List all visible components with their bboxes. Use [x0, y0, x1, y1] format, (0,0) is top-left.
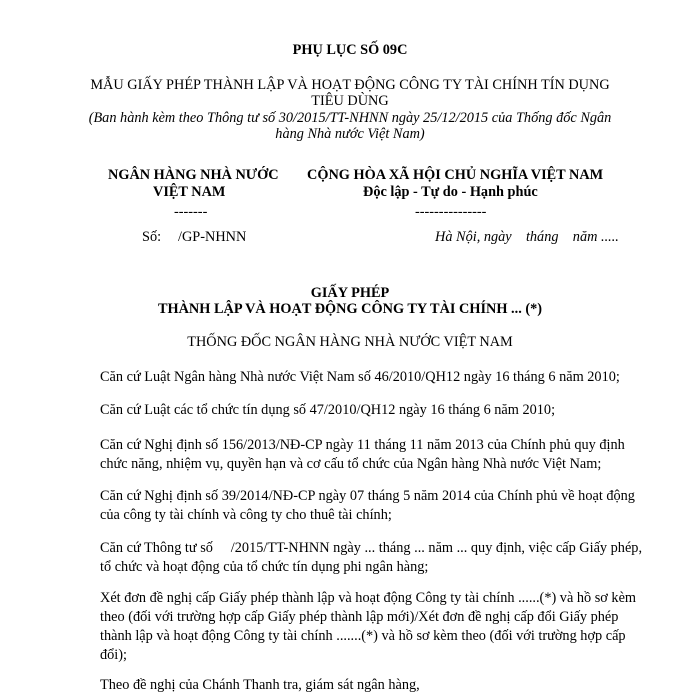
paragraph-line: Căn cứ Luật các tổ chức tín dụng số 47/2010/QH12 ngày 16 tháng 6 năm 2010; [100, 402, 556, 418]
license-subtitle: THÀNH LẬP VÀ HOẠT ĐỘNG CÔNG TY TÀI CHÍNH ... (*) [157, 301, 543, 317]
paragraph-line: tổ chức và hoạt động của tổ chức tín dụng phi ngân hàng; [100, 559, 429, 575]
paragraph-legal-basis-1 [100, 368, 620, 387]
paragraph-proposal [100, 676, 620, 695]
paragraph-line: của công ty tài chính và công ty cho thuê tài chính; [100, 507, 392, 523]
place-and-date: Hà Nội, ngày tháng năm ..... [435, 229, 619, 245]
license-title: GIẤY PHÉP [310, 285, 390, 301]
appendix-label: PHỤ LỤC SỐ 09C [292, 42, 408, 58]
right-divider: --------------- [415, 204, 487, 220]
paragraph-line: Xét đơn đề nghị cấp Giấy phép thành lập và hoạt động Công ty tài chính ......(*) và hồ sơ kèm [100, 590, 637, 606]
paragraph-legal-basis-2 [100, 401, 620, 420]
paragraph-application [100, 589, 637, 665]
paragraph-line: chức năng, nhiệm vụ, quyền hạn và cơ cấu tổ chức của Ngân hàng Nhà nước Việt Nam; [100, 456, 602, 472]
paragraph-line: Căn cứ Thông tư số /2015/TT-NHNN ngày ... tháng ... năm ... quy định, việc cấp Giấy phép, [100, 540, 643, 556]
national-motto: Độc lập - Tự do - Hạnh phúc [363, 184, 538, 200]
paragraph-line: Căn cứ Luật Ngân hàng Nhà nước Việt Nam số 46/2010/QH12 ngày 16 tháng 6 năm 2010; [100, 369, 620, 385]
issuing-org-line2: VIỆT NAM [153, 184, 226, 200]
paragraph-line: đổi); [100, 647, 128, 663]
paragraph-line: thành lập và hoạt động Công ty tài chính .......(*) và hồ sơ kèm theo (đối với trường hợp cấp [100, 628, 626, 644]
document-number-label: Số: [142, 229, 162, 245]
paragraph-legal-basis-5 [100, 539, 643, 577]
paragraph-line: Căn cứ Nghị định số 156/2013/NĐ-CP ngày 11 tháng 11 năm 2013 của Chính phủ quy định [100, 437, 625, 453]
issued-note-line1: (Ban hành kèm theo Thông tư số 30/2015/TT-NHNN ngày 25/12/2015 của Thống đốc Ngân [88, 110, 612, 126]
paragraph-line: Theo đề nghị của Chánh Thanh tra, giám sát ngân hàng, [100, 677, 420, 693]
document-number-value: /GP-NHNN [178, 229, 247, 245]
form-title-line2: TIÊU DÙNG [311, 93, 389, 109]
issued-note-line2: hàng Nhà nước Việt Nam) [275, 126, 425, 142]
issuing-authority: THỐNG ĐỐC NGÂN HÀNG NHÀ NƯỚC VIỆT NAM [187, 334, 513, 350]
left-divider: ------- [174, 204, 208, 220]
issuing-org-line1: NGÂN HÀNG NHÀ NƯỚC [108, 167, 279, 183]
paragraph-line: Căn cứ Nghị định số 39/2014/NĐ-CP ngày 07 tháng 5 năm 2014 của Chính phủ về hoạt động [100, 488, 635, 504]
paragraph-line: theo (đối với trường hợp cấp Giấy phép thành lập mới)/Xét đơn đề nghị cấp đổi Giấy phép [100, 609, 619, 625]
country-name: CỘNG HÒA XÃ HỘI CHỦ NGHĨA VIỆT NAM [307, 167, 604, 183]
paragraph-legal-basis-4 [100, 487, 635, 525]
paragraph-legal-basis-3 [100, 436, 625, 474]
form-title-line1: MẪU GIẤY PHÉP THÀNH LẬP VÀ HOẠT ĐỘNG CÔNG TY TÀI CHÍNH TÍN DỤNG [90, 77, 610, 93]
